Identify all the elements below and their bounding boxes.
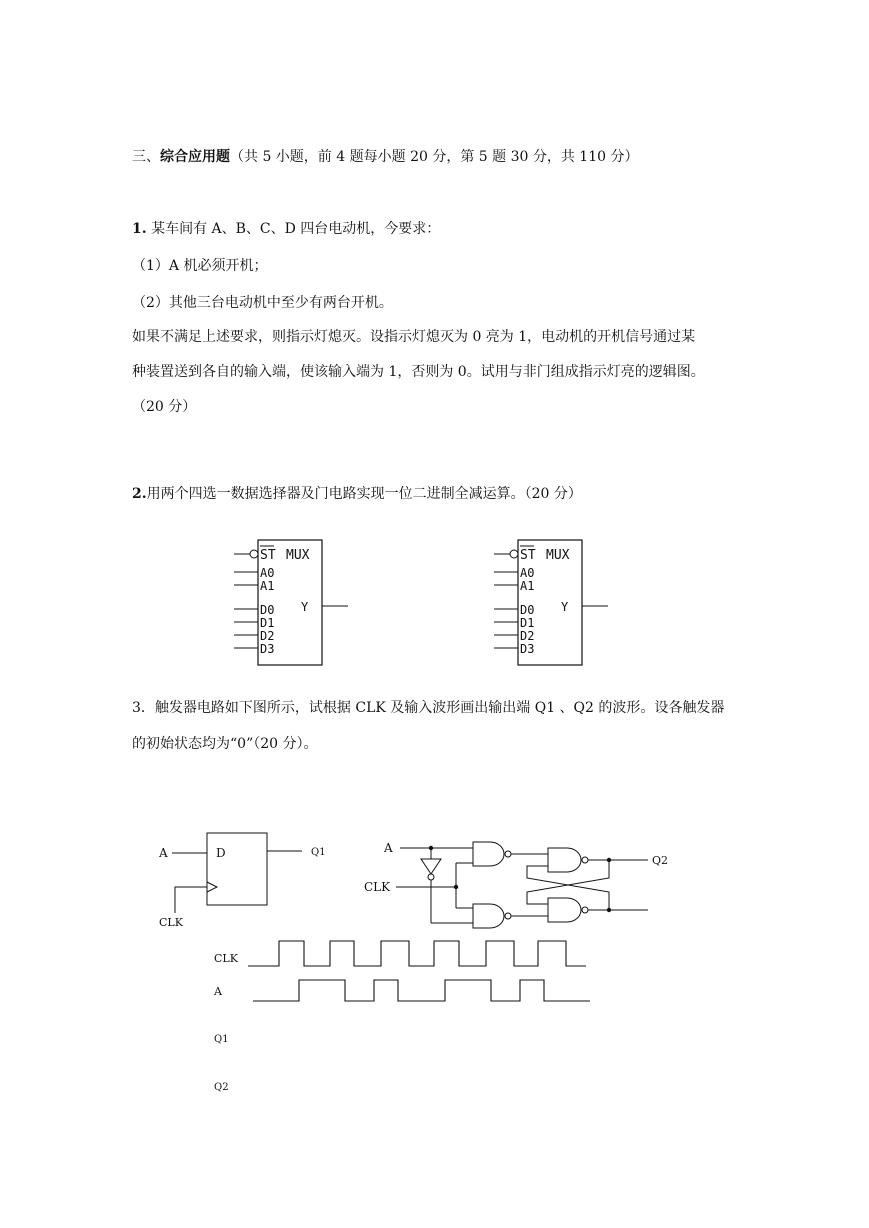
d0-label: D0: [520, 603, 535, 617]
latch-clk-label: CLK: [364, 880, 391, 894]
a-waveform: [253, 980, 590, 1001]
section-title: 综合应用题: [160, 149, 230, 165]
q1-body-line-3: （20 分）: [132, 399, 197, 415]
latch-a-label: A: [384, 841, 393, 855]
d3-label: D3: [260, 642, 275, 656]
q1-condition-1: （1）A 机必须开机；: [132, 258, 268, 274]
nand-gate-1: [473, 842, 504, 866]
flip-flop-circuit-diagram: [0, 820, 869, 1110]
wave-q1-label: Q1: [214, 1034, 229, 1045]
mux-diagram-2: [490, 535, 620, 670]
q1-body-line-2: 种装置送到各自的输入端，使该输入端为 1，否则为 0。试用与非门组成指示灯亮的逻辑图。: [132, 364, 705, 380]
q1-stem-line: [132, 219, 440, 239]
q1-condition-2: （2）其他三台电动机中至少有两台开机。: [132, 295, 393, 311]
y-label: Y: [561, 600, 569, 614]
a0-label: A0: [260, 566, 275, 580]
nand-gate-4: [548, 898, 581, 922]
d0-label: D0: [260, 603, 275, 617]
nand-gate-2: [473, 904, 504, 928]
q2-stem: 用两个四选一数据选择器及门电路实现一位二进制全减运算。（20 分）: [146, 486, 582, 502]
d-flip-flop-box: [207, 833, 267, 905]
d1-label: D1: [520, 616, 535, 630]
dff-d-label: D: [216, 846, 226, 860]
q1-number: 1.: [132, 221, 147, 237]
wave-clk-label: CLK: [214, 952, 238, 965]
a0-label: A0: [520, 566, 535, 580]
nand-gate-3: [548, 848, 581, 872]
q1-stem: 某车间有 A、B、C、D 四台电动机，今要求：: [146, 221, 441, 237]
clk-waveform: [248, 941, 586, 966]
a1-label: A1: [260, 579, 275, 593]
st-inversion-bubble: [250, 550, 258, 558]
q2-number: 2.: [132, 486, 147, 502]
st-label: ST: [260, 548, 276, 563]
section-note: （共 5 小题，前 4 题每小题 20 分，第 5 题 30 分，共 110 分）: [230, 149, 639, 165]
wave-a-label: A: [214, 985, 222, 998]
st-inversion-bubble: [510, 550, 518, 558]
wave-q2-label: Q2: [214, 1082, 229, 1093]
d3-label: D3: [520, 642, 535, 656]
latch-q-label: Q2: [652, 854, 669, 867]
a1-label: A1: [520, 579, 535, 593]
mux-diagram-1: [230, 535, 360, 670]
st-label: ST: [520, 548, 536, 563]
d2-label: D2: [520, 629, 535, 643]
q3-body-line-2: 的初始状态均为“0”（20 分）。: [132, 736, 318, 752]
dff-q-label: Q1: [311, 847, 326, 858]
q2-stem-line: [132, 484, 582, 504]
q1-body-line-1: 如果不满足上述要求，则指示灯熄灭。设指示灯熄灭为 0 亮为 1，电动机的开机信号通过某: [132, 329, 696, 345]
section-header: [132, 147, 638, 167]
dff-clk-label: CLK: [159, 916, 183, 929]
dff-a-label: A: [159, 846, 168, 860]
mux-title: MUX: [546, 548, 570, 563]
d2-label: D2: [260, 629, 275, 643]
q3-body-line-1: 3．触发器电路如下图所示，试根据 CLK 及输入波形画出输出端 Q1 、Q2 的波形。设各触发器: [132, 700, 725, 716]
y-label: Y: [301, 600, 309, 614]
inverter-gate: [421, 859, 441, 874]
d1-label: D1: [260, 616, 275, 630]
mux-title: MUX: [286, 548, 310, 563]
section-prefix: 三、: [132, 149, 160, 165]
